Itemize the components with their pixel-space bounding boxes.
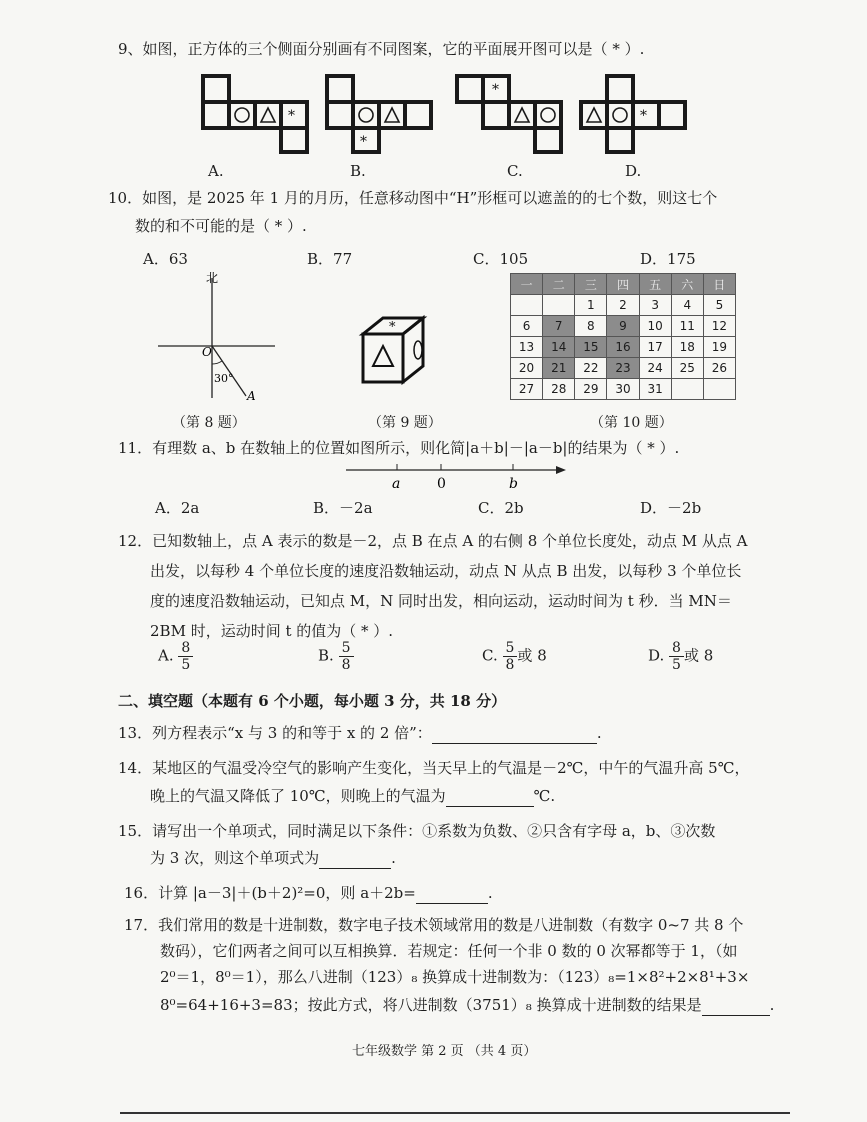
calendar-header-cell: 四 — [607, 274, 639, 295]
q13-text: 13．列方程表示“x 与 3 的和等于 x 的 2 倍”： . — [118, 724, 602, 742]
calendar-day-cell: 24 — [639, 358, 671, 379]
q16-text: 16．计算 |a－3|＋(b＋2)²=0，则 a＋2b= . — [124, 884, 493, 902]
calendar-day-cell: 4 — [671, 295, 703, 316]
calendar-day-cell: 7 — [543, 316, 575, 337]
calendar-day-cell: 14 — [543, 337, 575, 358]
q10-line1: 10．如图，是 2025 年 1 月的月历，任意移动图中“H”形框可以遮盖的的七个数，则这七个 — [108, 189, 718, 207]
q14-line1: 14．某地区的气温受冷空气的影响产生变化，当天早上的气温是－2℃，中午的气温升高 5℃， — [118, 759, 750, 777]
calendar-day-cell: 21 — [543, 358, 575, 379]
calendar-header-cell: 三 — [575, 274, 607, 295]
section2-heading: 二、填空题（本题有 6 个小题，每小题 3 分，共 18 分） — [118, 692, 507, 710]
q10-option-c: C．105 — [473, 250, 529, 268]
calendar-day-cell: 29 — [575, 379, 607, 400]
q11-option-d: D．－2b — [640, 499, 702, 517]
calendar-day-cell: 2 — [607, 295, 639, 316]
fig8-compass — [150, 268, 290, 408]
bottom-rule — [120, 1112, 790, 1114]
calendar-day-cell: 6 — [511, 316, 543, 337]
calendar-day-cell: 8 — [575, 316, 607, 337]
q17-line2: 数码），它们两者之间可以互相换算．若规定：任何一个非 0 数的 0 次幂都等于 1，（如 — [160, 942, 738, 960]
calendar-day-cell: 23 — [607, 358, 639, 379]
calendar-day-cell: 19 — [703, 337, 735, 358]
q9-text: 9、如图，正方体的三个侧面分别画有不同图案，它的平面展开图可以是（ * ）. — [118, 40, 645, 58]
page-footer: 七年级数学 第 2 页 （共 4 页） — [352, 1044, 537, 1059]
q11-text: 11．有理数 a、b 在数轴上的位置如图所示，则化简|a＋b|－|a－b|的结果为（ * ）. — [118, 439, 680, 457]
q9-option-b: B. — [350, 162, 366, 180]
calendar-header-cell: 五 — [639, 274, 671, 295]
q13-blank — [432, 727, 597, 744]
q12-line2: 出发，以每秒 4 个单位长度的速度沿数轴运动，动点 N 从点 B 出发，以每秒 3 个单位长 — [150, 562, 742, 580]
q14-blank — [446, 790, 534, 807]
q12-line3: 度的速度沿数轴运动，已知点 M，N 同时出发，相向运动，运动时间为 t 秒．当 MN＝ — [150, 592, 732, 610]
calendar-day-cell: 26 — [703, 358, 735, 379]
net-c — [457, 76, 561, 152]
calendar-day-cell: 12 — [703, 316, 735, 337]
fig9-caption: （第 9 题） — [368, 415, 442, 431]
calendar-day-cell — [543, 295, 575, 316]
q17-line3: 2⁰＝1，8⁰＝1），那么八进制（123）₈ 换算成十进制数为：（123）₈=1×8²+2×8¹+3× — [160, 968, 750, 986]
calendar-day-cell: 25 — [671, 358, 703, 379]
calendar-day-cell: 16 — [607, 337, 639, 358]
svg-text:*: * — [389, 320, 396, 335]
net-b — [327, 76, 431, 152]
q16-blank — [416, 887, 488, 904]
calendar-day-cell: 27 — [511, 379, 543, 400]
calendar-day-cell: 9 — [607, 316, 639, 337]
calendar-day-cell: 17 — [639, 337, 671, 358]
calendar-day-cell: 11 — [671, 316, 703, 337]
q10-option-b: B．77 — [307, 250, 353, 268]
svg-text:*: * — [360, 134, 367, 150]
q11-option-a: A．2a — [155, 499, 200, 517]
fig8-caption: （第 8 题） — [172, 415, 246, 431]
fig8-angle-label: 30° — [214, 372, 234, 385]
q9-option-d: D. — [625, 162, 642, 180]
calendar-day-cell: 28 — [543, 379, 575, 400]
calendar-header-cell: 日 — [703, 274, 735, 295]
q12-option-d: D. $\frac{8}{5}$ 或 8 — [648, 640, 714, 673]
calendar-day-cell: 22 — [575, 358, 607, 379]
calendar-day-cell: 20 — [511, 358, 543, 379]
q12-line4: 2BM 时，运动时间 t 的值为（ * ）. — [150, 622, 394, 640]
calendar-day-cell: 13 — [511, 337, 543, 358]
calendar-header-cell: 一 — [511, 274, 543, 295]
fig10-calendar — [510, 273, 736, 400]
calendar-header-cell: 二 — [543, 274, 575, 295]
q11-label-0: 0 — [437, 476, 446, 492]
calendar-day-cell: 30 — [607, 379, 639, 400]
fig8-north-label: 北 — [206, 271, 219, 285]
q15-blank — [319, 852, 391, 869]
calendar-day-cell: 1 — [575, 295, 607, 316]
fig10-caption: （第 10 题） — [590, 415, 673, 431]
q12-line1: 12．已知数轴上，点 A 表示的数是－2，点 B 在点 A 的右侧 8 个单位长度处，动点 M 从点 A — [118, 532, 748, 550]
q11-number-line — [340, 458, 570, 494]
q9-option-a: A. — [208, 162, 224, 180]
q11-label-a: a — [392, 476, 401, 492]
calendar-day-cell: 15 — [575, 337, 607, 358]
calendar-day-cell: 31 — [639, 379, 671, 400]
q12-option-a: A. $\frac{8}{5}$ — [158, 640, 193, 673]
q15-line2: 为 3 次，则这个单项式为 . — [150, 849, 396, 867]
q10-line2: 数的和不可能的是（ * ）. — [135, 217, 307, 235]
q12-option-c: C. $\frac{5}{8}$ 或 8 — [482, 640, 547, 673]
calendar-day-cell: 3 — [639, 295, 671, 316]
q15-line1: 15．请写出一个单项式，同时满足以下条件：①系数为负数、②只含有字母 a，b、③次数 — [118, 822, 716, 840]
q17-blank — [702, 999, 770, 1016]
calendar-day-cell — [703, 379, 735, 400]
calendar-day-cell: 5 — [703, 295, 735, 316]
fig8-origin-label: O — [202, 345, 212, 359]
q12-option-b: B. $\frac{5}{8}$ — [318, 640, 354, 673]
q10-option-d: D．175 — [640, 250, 696, 268]
calendar-day-cell — [671, 379, 703, 400]
q9-option-c: C. — [507, 162, 523, 180]
svg-text:*: * — [492, 82, 499, 98]
q11-label-b: b — [509, 476, 518, 492]
q11-option-c: C．2b — [478, 499, 524, 517]
q10-option-a: A．63 — [143, 250, 188, 268]
svg-text:*: * — [288, 108, 295, 124]
svg-text:*: * — [640, 108, 647, 124]
fig8-point-label: A — [247, 389, 256, 403]
q17-line4: 8⁰=64+16+3=83；按此方式，将八进制数（3751）₈ 换算成十进制数的结果是 . — [160, 996, 775, 1014]
calendar-day-cell: 18 — [671, 337, 703, 358]
q17-line1: 17．我们常用的数是十进制数，数字电子技术领域常用的数是八进制数（有数字 0~7 共 8 个 — [124, 916, 744, 934]
calendar-header-cell: 六 — [671, 274, 703, 295]
q11-option-b: B．－2a — [313, 499, 373, 517]
q9-nets — [195, 70, 775, 155]
calendar-day-cell: 10 — [639, 316, 671, 337]
fig9-cube — [355, 312, 435, 390]
q14-line2: 晚上的气温又降低了 10℃，则晚上的气温为 ℃. — [150, 787, 556, 805]
calendar-day-cell — [511, 295, 543, 316]
